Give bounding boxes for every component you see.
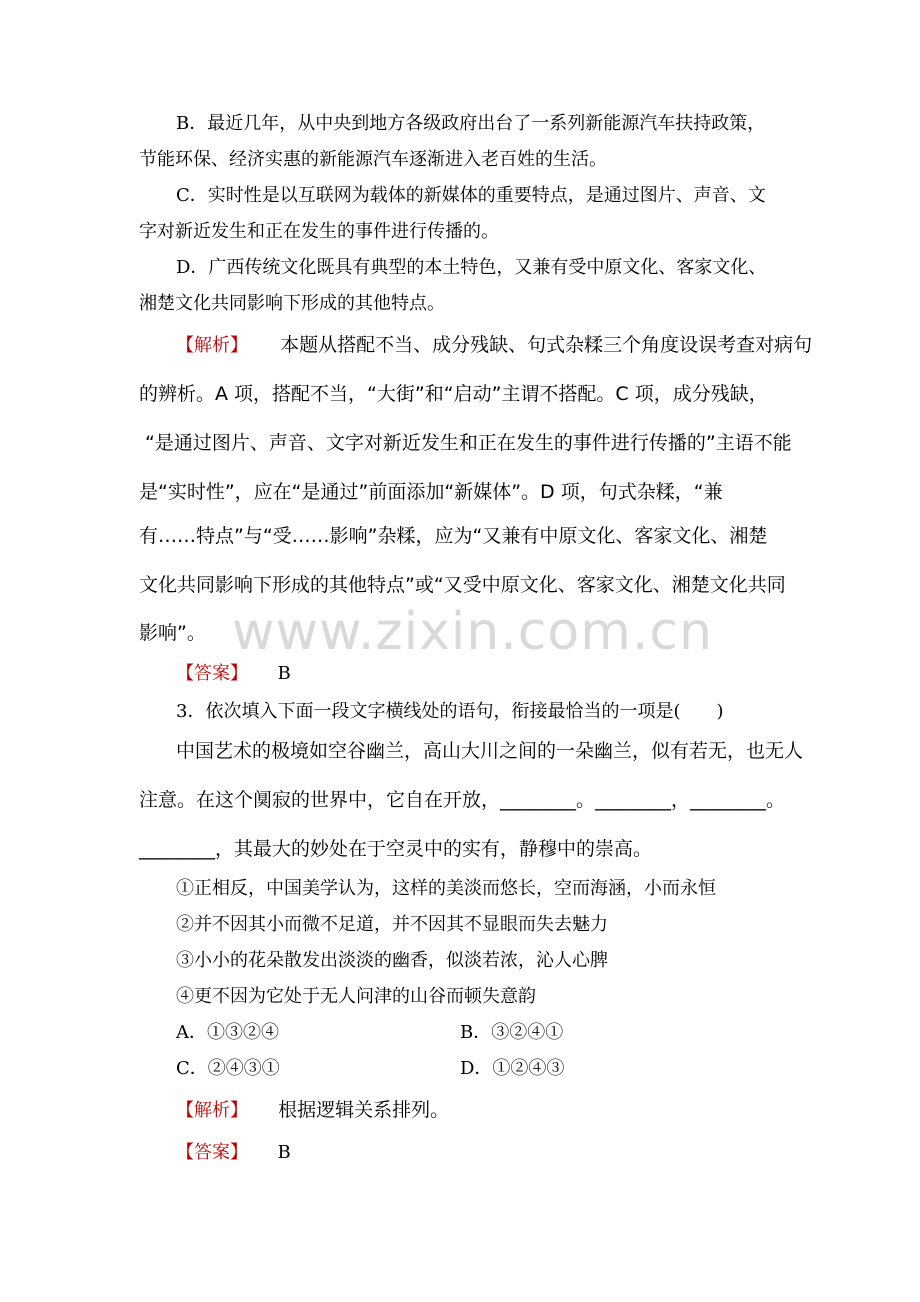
analysis-q2-line1: 本题从搭配不当、成分残缺、句式杂糅三个角度设误考查对病句	[280, 334, 813, 356]
analysis-q2-line4: 是“实时性”，应在“是通过”前面添加“新媒体”。D 项，句式杂糅，“兼	[139, 481, 723, 503]
q3-item1: ①正相反，中国美学认为，这样的美淡而悠长，空而海涵，小而永恒	[176, 878, 716, 899]
analysis-q2-first-line	[176, 332, 812, 359]
option-c-line2: 字对新近发生和正在发生的事件进行传播的。	[139, 221, 499, 242]
analysis-tag: 【解析】	[176, 1100, 248, 1121]
answer-q2	[176, 662, 291, 686]
q3-item2: ②并不因其小而微不足道，并不因其不显眼而失去魅力	[176, 914, 608, 935]
q3-item4: ④更不因为它处于无人问津的山谷而顿失意韵	[176, 986, 536, 1007]
analysis-tag: 【解析】	[176, 335, 248, 356]
answer-tag: 【答案】	[176, 663, 248, 684]
q3-passage-line2: 注意。在这个阒寂的世界中，它自在开放，________。________，________。	[139, 789, 786, 811]
analysis-q3-text: 根据逻辑关系排列。	[278, 1099, 450, 1121]
analysis-q2-line5: 有……特点”与“受……影响”杂糅，应为“又兼有中原文化、客家文化、湘楚	[139, 525, 768, 547]
analysis-q2-line3: “是通过图片、声音、文字对新近发生和正在发生的事件进行传播的”主语不能	[145, 432, 792, 454]
option-b-line2: 节能环保、经济实惠的新能源汽车逐渐进入老百姓的生活。	[139, 149, 607, 170]
analysis-q2-line2: 的辨析。A 项，搭配不当，“大街”和“启动”主谓不搭配。C 项，成分残缺，	[139, 383, 768, 405]
q3-option-d: D．①②④③	[460, 1058, 565, 1079]
option-d-line1: D．广西传统文化既具有典型的本土特色，又兼有受中原文化、客家文化、	[176, 257, 767, 278]
watermark: www.zixin.com.cn	[232, 602, 713, 662]
analysis-q2-line7: 影响”。	[139, 622, 206, 644]
q3-passage-line3: ________，其最大的妙处在于空灵中的实有，静穆中的崇高。	[139, 838, 653, 860]
answer-tag: 【答案】	[176, 1142, 248, 1163]
question3-stem: 3．依次填入下面一段文字横线处的语句，衔接最恰当的一项是( )	[176, 701, 724, 722]
option-c-line1: C．实时性是以互联网为载体的新媒体的重要特点，是通过图片、声音、文	[176, 185, 766, 206]
option-b-line1: B．最近几年，从中央到地方各级政府出台了一系列新能源汽车扶持政策，	[176, 113, 766, 134]
q3-passage-line1: 中国艺术的极境如空谷幽兰，高山大川之间的一朵幽兰，似有若无，也无人	[176, 740, 804, 762]
option-d-line2: 湘楚文化共同影响下形成的其他特点。	[139, 293, 445, 314]
analysis-q3	[176, 1097, 449, 1124]
q3-option-a: A．①③②④	[176, 1022, 279, 1043]
q3-item3: ③小小的花朵散发出淡淡的幽香，似淡若浓，沁人心脾	[176, 950, 608, 971]
answer-q2-value: B	[277, 663, 291, 684]
q3-option-b: B．③②④①	[460, 1022, 564, 1043]
analysis-q2-line6: 文化共同影响下形成的其他特点”或“又受中原文化、客家文化、湘楚文化共同	[139, 574, 786, 596]
q3-option-c: C．②④③①	[176, 1058, 280, 1079]
answer-q3-value: B	[277, 1142, 291, 1163]
answer-q3	[176, 1141, 291, 1165]
